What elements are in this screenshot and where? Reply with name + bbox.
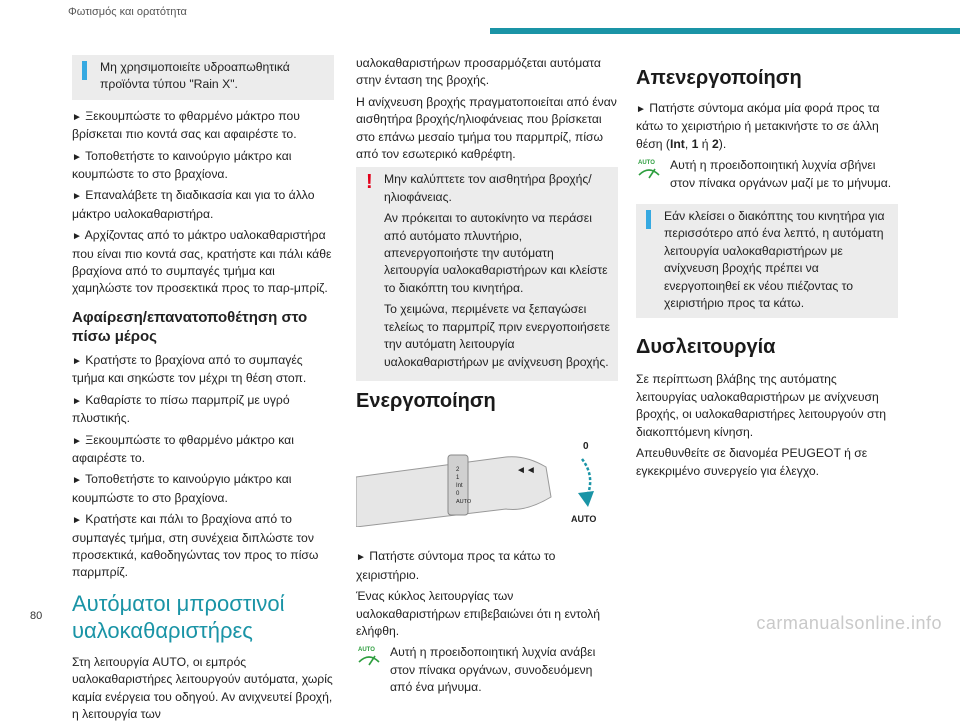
paragraph: Απευθυνθείτε σε διανομέα PEUGEOT ή σε εγκεκριμένο συνεργείο για έλεγχο. [636, 446, 868, 478]
stalk-pos-2: 2 [456, 466, 460, 473]
triangle-icon: ► [72, 435, 82, 447]
column-middle [356, 55, 618, 697]
step: ► Τοποθετήστε το καινούργιο μάκτρο και κουμπώστε το στο βραχίονα. [72, 148, 292, 182]
triangle-icon: ► [72, 231, 82, 243]
info-note [72, 55, 334, 100]
info-note-text: Μη χρησιμοποιείτε υδροαπωθητικά προϊόντα τύπου "Rain X". [100, 60, 290, 92]
paragraph: Ένας κύκλος λειτουργίας των υαλοκαθαριστήρων επιβεβαιώνει ότι η εντολή ελήφθη. [356, 589, 601, 638]
step: ► Αρχίζοντας από το μάκτρο υαλοκαθαριστήρα που είναι πιο κοντά σας, κρατήστε και πάλι κάθε βραχίονα από το συμπαγές τμήμα και χαμηλώστε τον προσεκτικά προς το παρ-μπρίζ. [72, 228, 332, 296]
label-auto: AUTO [571, 513, 597, 524]
column-right [636, 58, 898, 484]
triangle-icon: ► [72, 395, 82, 407]
subheading-rear: Αφαίρεση/επανατοποθέτηση στο πίσω μέρος [72, 308, 308, 345]
warning-text: Αν πρόκειται το αυτοκίνητο να περάσει από αυτόματο πλυντήριο, απενεργοποιήστε την αυτόματη λειτουργία υαλοκαθαριστήρων και κλείστε το διακόπτη του κινητήρα. [384, 211, 608, 295]
heading-deactivation: Απενεργοποίηση [636, 67, 802, 89]
wiper-stalk-illustration [356, 437, 606, 527]
triangle-icon: ► [356, 552, 366, 564]
auto-wiper-warning-lamp-icon [356, 644, 382, 668]
exclamation-icon: ! [366, 171, 373, 194]
step: ► Ξεκουμπώστε το φθαρμένο μάκτρο και αφαιρέστε το. [72, 432, 294, 465]
step: ► Καθαρίστε το πίσω παρμπρίζ με υγρό πλυστικής. [72, 392, 290, 426]
paragraph: Σε περίπτωση βλάβης της αυτόματης λειτουργίας υαλοκαθαριστήρων με ανίχνευση βροχής, οι υαλοκαθαριστήρες λειτουργούν στη διακοπτόμενη κίνηση. [636, 372, 887, 439]
stalk-pos-auto: AUTO [456, 498, 472, 505]
info-note [636, 204, 898, 318]
paragraph: Η ανίχνευση βροχής πραγματοποιείται από έναν αισθητήρα βροχής/ηλιοφάνειας που βρίσκεται στο επάνω μεσαίο τμήμα του παρμπρίζ, πίσω από τον εσωτερικό καθρέφτη. [356, 94, 617, 162]
watermark: carmanualsonline.info [756, 613, 942, 633]
triangle-icon: ► [72, 191, 82, 203]
triangle-icon: ► [72, 151, 82, 163]
double-arrow-icon: ◄◄ [516, 464, 536, 476]
warning-text: Το χειμώνα, περιμένετε να ξεπαγώσει τελείως το παρμπρίζ πριν ενεργοποιήσετε την αυτόματη λειτουργία υαλοκαθαριστήρων με ανίχνευση βροχής. [384, 302, 610, 369]
step: ► Τοποθετήστε το καινούργιο μάκτρο και κουμπώστε το στο βραχίονα. [72, 472, 292, 505]
triangle-icon: ► [72, 355, 82, 367]
running-header: Φωτισμός και ορατότητα [68, 6, 187, 18]
auto-indicator-text: Αυτή η προειδοποιητική λυχνία σβήνει στον πίνακα οργάνων μαζί με το μήνυμα. [670, 158, 892, 190]
svg-text:AUTO: AUTO [358, 647, 375, 654]
stalk-pos-1: 1 [456, 474, 460, 481]
triangle-icon: ► [72, 475, 82, 487]
section-title-auto-wipers: Αυτόματοι μπροστινοί υαλοκαθαριστήρες [72, 590, 285, 643]
info-note-text: Εάν κλείσει ο διακόπτης του κινητήρα για περισσότερο από ένα λεπτό, η αυτόματη λειτουργία υαλοκαθαριστήρων με ανίχνευση βροχής πρέπει να ενεργοποιηθεί εκ νέου πιέζοντας το χειριστήριο προς τα κάτω. [664, 209, 885, 311]
step: ► Επαναλάβετε τη διαδικασία και για το άλλο μάκτρο υαλοκαθαριστήρα. [72, 188, 315, 221]
paragraph: Στη λειτουργία AUTO, οι εμπρός υαλοκαθαριστήρες λειτουργούν αυτόματα, χωρίς καμία ενέργεια του οδηγού. Αν ανιχνευτεί βροχή, η λειτουργία των [72, 654, 333, 721]
step: ► Πατήστε σύντομα ακόμα μία φορά προς τα κάτω το χειριστήριο ή μετακινήστε το σε άλλη θέση (Int, 1 ή 2). [636, 101, 880, 151]
svg-text:AUTO: AUTO [638, 160, 655, 167]
auto-indicator-text: Αυτή η προειδοποιητική λυχνία ανάβει στον πίνακα οργάνων, συνοδευόμενη από ένα μήνυμα. [390, 645, 596, 695]
triangle-icon: ► [72, 111, 82, 123]
warning-title: Μην καλύπτετε τον αισθητήρα βροχής/ηλιοφάνειας. [384, 172, 592, 204]
step: ► Ξεκουμπώστε το φθαρμένο μάκτρο που βρίσκεται πιο κοντά σας και αφαιρέστε το. [72, 108, 300, 142]
paragraph: υαλοκαθαριστήρων προσαρμόζεται αυτόματα στην ένταση της βροχής. [356, 56, 601, 88]
triangle-icon: ► [636, 104, 646, 115]
step: ► Πατήστε σύντομα προς τα κάτω το χειριστήριο. [356, 549, 556, 582]
header-accent-bar [490, 28, 960, 34]
info-icon [646, 210, 651, 229]
auto-wiper-warning-lamp-icon [636, 157, 662, 181]
heading-malfunction: Δυσλειτουργία [636, 336, 776, 359]
label-zero: 0 [583, 440, 589, 452]
triangle-icon: ► [72, 515, 82, 527]
column-left [72, 55, 334, 727]
auto-indicator-row [356, 644, 618, 696]
page-number: 80 [30, 610, 43, 622]
auto-indicator-row [636, 157, 898, 192]
stalk-pos-0: 0 [456, 490, 460, 497]
step: ► Κρατήστε και πάλι το βραχίονα από το συμπαγές τμήμα, στη συνέχεια διπλώστε τον προσεκτικά, καθοδηγώντας τον προς το πίσω παρμπρίζ. [72, 512, 319, 580]
info-icon [82, 61, 87, 80]
stalk-pos-int: Int [456, 482, 463, 489]
warning-note [356, 167, 618, 380]
step: ► Κρατήστε το βραχίονα από το συμπαγές τμήμα και σηκώστε τον μέχρι τη θέση στοπ. [72, 352, 307, 386]
heading-activation: Ενεργοποίηση [356, 389, 496, 412]
down-arrow-icon [578, 491, 594, 507]
